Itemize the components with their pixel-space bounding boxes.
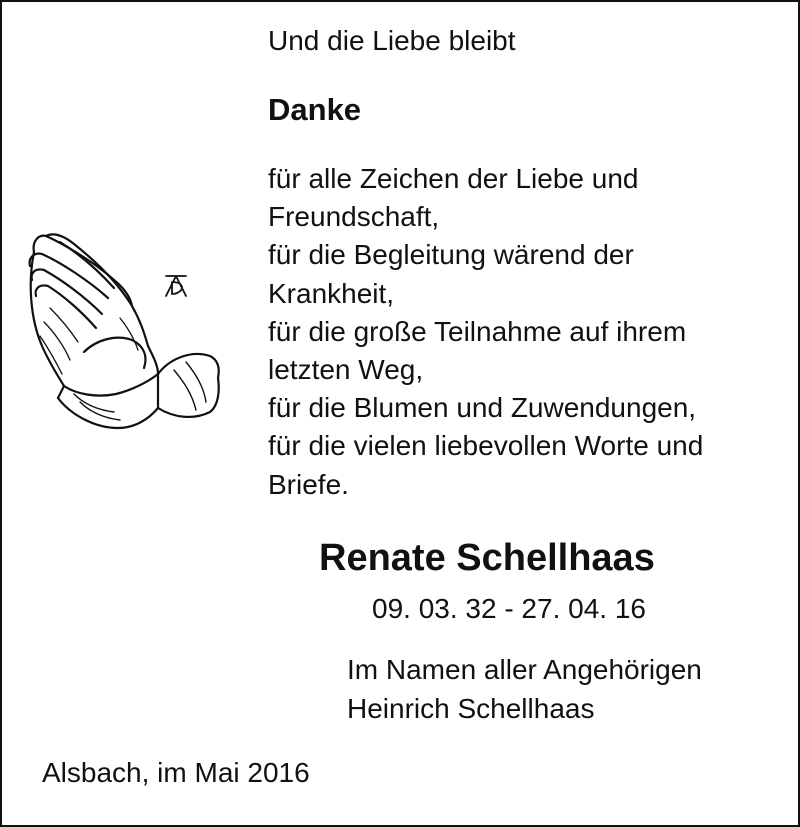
intro-line: Und die Liebe bleibt	[268, 25, 516, 56]
place-date: Alsbach, im Mai 2016	[42, 757, 310, 788]
thanks-line: für die vielen liebevollen Worte und	[268, 430, 704, 462]
heading-danke: Danke	[268, 92, 362, 127]
thanks-line: Briefe.	[268, 468, 349, 500]
deceased-name: Renate Schellhaas	[319, 537, 655, 579]
thanks-text	[268, 160, 703, 504]
thanks-line: Krankheit,	[268, 277, 395, 309]
thanks-line: für die Blumen und Zuwendungen,	[268, 392, 697, 424]
life-dates: 09. 03. 32 - 27. 04. 16	[372, 593, 646, 624]
praying-hands-icon	[24, 222, 224, 452]
signoff-line-1: Im Namen aller Angehörigen	[347, 654, 702, 685]
signoff-line-2: Heinrich Schellhaas	[347, 693, 595, 724]
thanks-line: letzten Weg,	[268, 354, 424, 386]
thanks-line: für alle Zeichen der Liebe und	[268, 163, 639, 194]
thanks-line: für die Begleitung wärend der	[268, 239, 634, 271]
thanks-line: für die große Teilnahme auf ihrem	[268, 315, 687, 347]
thanks-line: Freundschaft,	[268, 201, 440, 233]
